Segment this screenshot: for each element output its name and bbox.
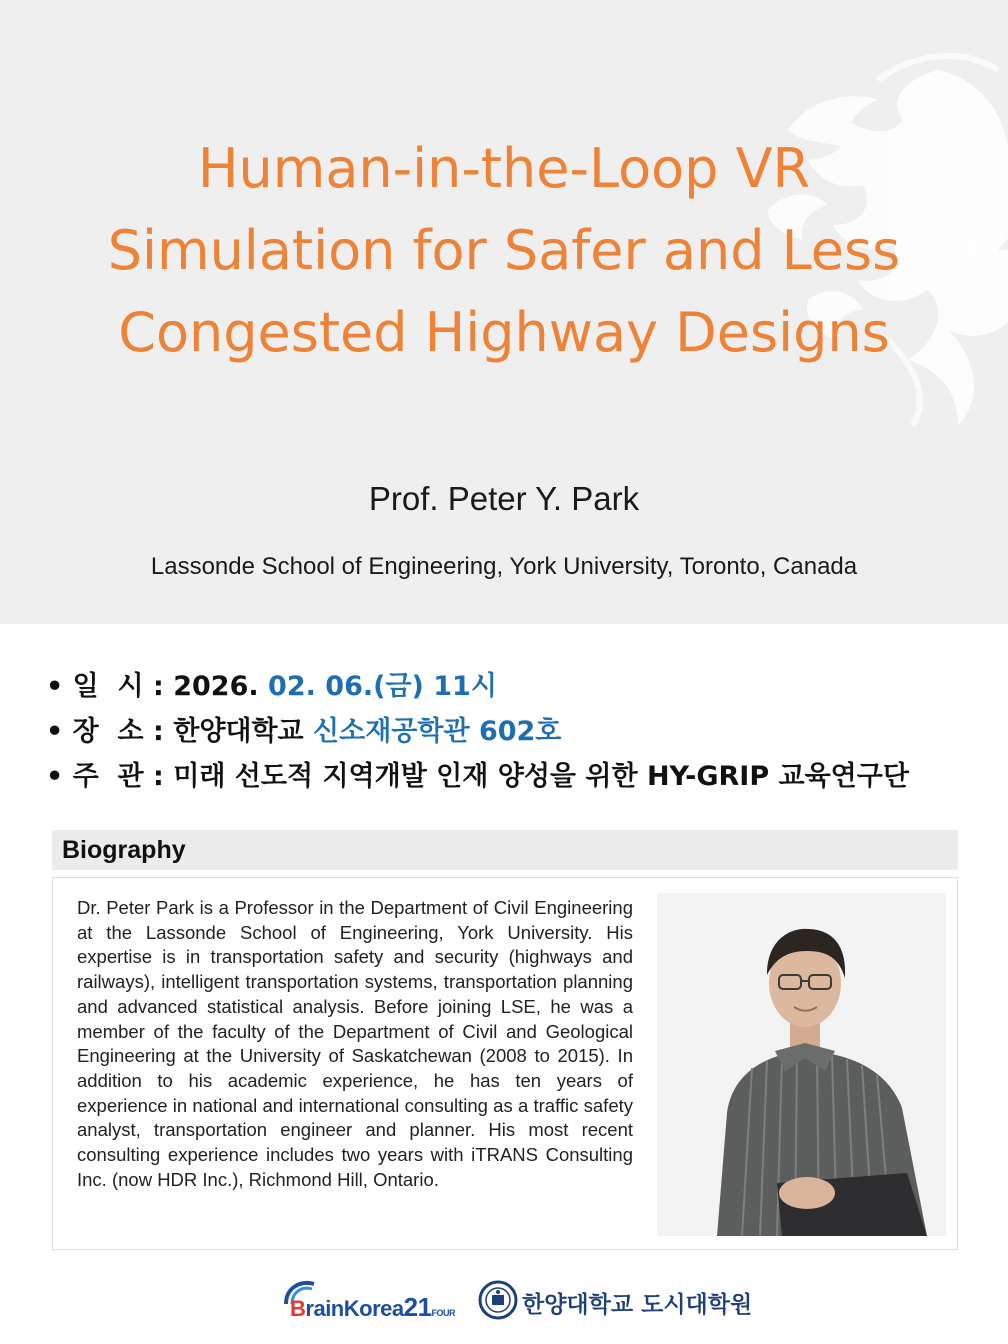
bullet: •: [46, 716, 64, 747]
speaker-affiliation: Lassonde School of Engineering, York University, Toronto, Canada: [150, 553, 858, 580]
venue-room: 신소재공학관 602호: [313, 716, 562, 747]
venue-label: 장 소 :: [72, 716, 174, 747]
date-label: 일 시 :: [72, 671, 174, 702]
biography-heading: Biography: [52, 830, 958, 870]
date-year: 2026.: [173, 671, 269, 702]
hanyang-logo: [478, 1278, 753, 1322]
date-value: 02. 06.(금) 11시: [268, 671, 497, 702]
host-value: 미래 선도적 지역개발 인재 양성을 위한 HY-GRIP 교육연구단: [173, 761, 909, 792]
bullet: •: [46, 671, 64, 702]
brainkorea-wordmark: BrainKorea21FOUR: [290, 1292, 456, 1322]
title-line-2: Simulation for Safer and Less: [107, 219, 901, 282]
info-date: [46, 666, 986, 707]
biography-box: [52, 877, 958, 1250]
title-line-1: Human-in-the-Loop VR: [197, 137, 811, 200]
hanyang-wordmark: 한양대학교 도시대학원: [522, 1292, 753, 1318]
speaker-name: Prof. Peter Y. Park: [368, 480, 640, 517]
venue-university: 한양대학교: [173, 716, 314, 747]
info-venue: [46, 711, 986, 752]
hanyang-seal-icon: [478, 1280, 518, 1320]
bullet: •: [46, 761, 64, 792]
title-line-3: Congested Highway Designs: [118, 301, 890, 364]
speaker-photo: [657, 893, 946, 1236]
biography-text: Dr. Peter Park is a Professor in the Department of Civil Engineering at the Lassonde School of Engineering, York University. His expertise is in transportation safety and security (highways and railways), intelligent transportation systems, transportation planning and advanced statistical analysis. Before joining LSE, he was a member of the faculty of the Department of Civil and Geological Engineering at the University of Saskatchewan (2008 to 2015). In addition to his academic experience, he has ten years of experience in national and international consulting as a traffic safety analyst, transportation engineer and planner. His most recent consulting experience includes two years with iTRANS Consulting Inc. (now HDR Inc.), Richmond Hill, Ontario.: [77, 897, 633, 1190]
event-info-list: [46, 666, 986, 801]
brainkorea21-logo: [278, 1278, 462, 1322]
host-label: 주 관 :: [72, 761, 174, 792]
info-host: [46, 756, 986, 797]
event-title: [0, 128, 1008, 374]
footer-logos: [0, 1276, 1008, 1326]
